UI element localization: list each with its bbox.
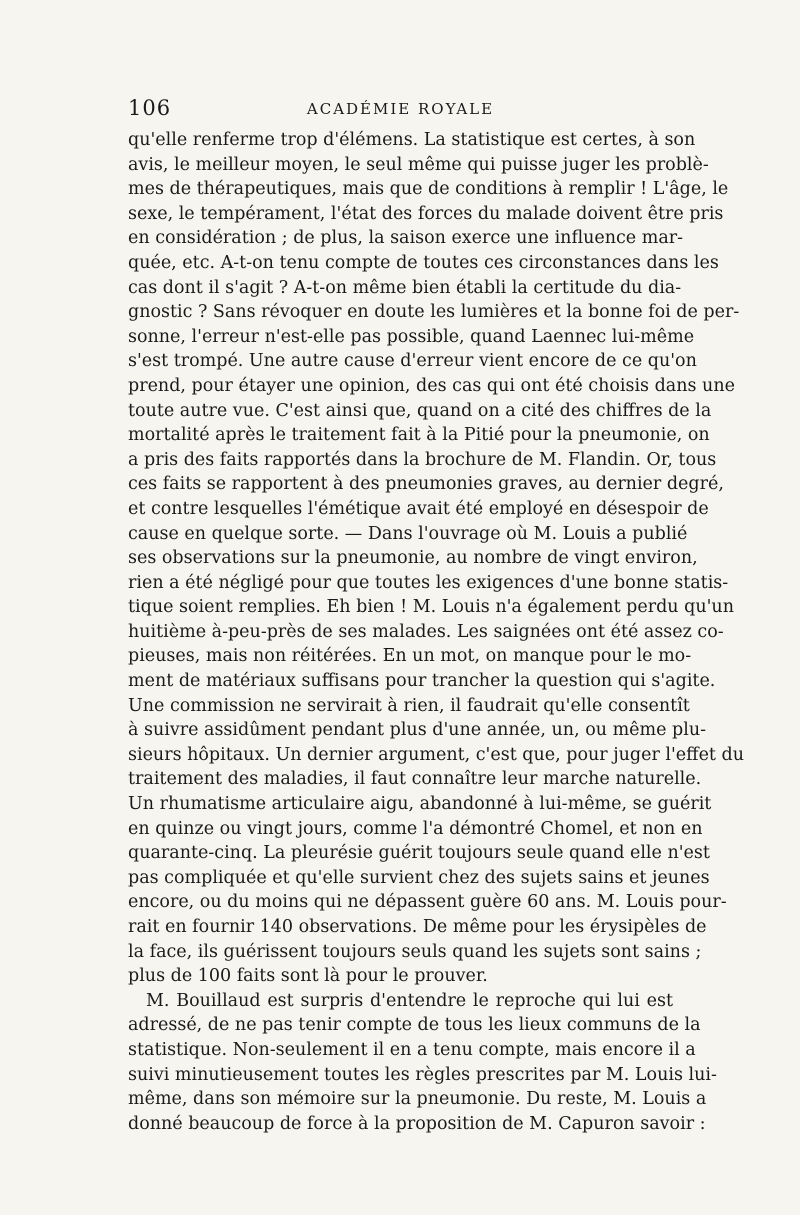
text-line: mortalité après le traitement fait à la Pitié pour la pneumonie, on [128, 425, 710, 446]
text-line: en considération ; de plus, la saison exerce une influence mar- [128, 228, 684, 249]
text-line: plus de 100 faits sont là pour le prouver. [128, 966, 488, 987]
running-title: ACADÉMIE ROYALE [306, 100, 495, 118]
text-line: rait en fournir 140 observations. De même pour les érysipèles de [128, 917, 707, 937]
text-line: pas compliquée et qu'elle survient chez des sujets sains et jeunes [128, 867, 710, 888]
text-line: donné beaucoup de force à la proposition de M. Capuron savoir : [128, 1113, 706, 1134]
text-line: et contre lesquelles l'émétique avait été employé en désespoir de [128, 498, 709, 519]
text-line: qu'elle renferme trop d'élémens. La statistique est certes, à son [128, 130, 696, 150]
text-line: encore, ou du moins qui ne dépassent guère 60 ans. M. Louis pour- [128, 892, 727, 913]
paragraph [128, 128, 745, 989]
text-line: rien a été négligé pour que toutes les exigences d'une bonne statis- [128, 572, 729, 593]
text-line: ment de matériaux suffisans pour trancher la question qui s'agite. [128, 671, 716, 692]
text-line: gnostic ? Sans révoquer en doute les lumières et la bonne foi de per- [128, 302, 740, 323]
text-line: sonne, l'erreur n'est-elle pas possible, quand Laennec lui-même [128, 326, 695, 347]
text-line: statistique. Non-seulement il en a tenu compte, mais encore il a [128, 1039, 696, 1060]
text-line: même, dans son mémoire sur la pneumonie. Du reste, M. Louis a [128, 1089, 707, 1110]
text-line: mes de thérapeutiques, mais que de conditions à remplir ! L'âge, le [128, 179, 729, 200]
text-line: à suivre assidûment pendant plus d'une année, un, ou même plu- [128, 720, 707, 741]
text-line: la face, ils guérissent toujours seuls quand les sujets sont sains ; [128, 941, 702, 962]
text-line: avis, le meilleur moyen, le seul même qui puisse juger les problè- [128, 154, 709, 175]
text-line: sieurs hôpitaux. Un dernier argument, c'est que, pour juger l'effet du [128, 744, 745, 765]
text-line: en quinze ou vingt jours, comme l'a démontré Chomel, et non en [128, 818, 703, 839]
text-line: huitième à-peu-près de ses malades. Les saignées ont été assez co- [128, 621, 724, 642]
text-line: traitement des maladies, il faut connaître leur marche naturelle. [128, 769, 702, 790]
text-line: ces faits se rapportent à des pneumonies graves, au dernier degré, [128, 474, 724, 495]
text-line: ses observations sur la pneumonie, au nombre de vingt environ, [128, 548, 698, 569]
text-line: suivi minutieusement toutes les règles prescrites par M. Louis lui- [128, 1064, 717, 1085]
text-line: quée, etc. A-t-on tenu compte de toutes ces circonstances dans les [128, 252, 719, 273]
page-header [128, 96, 673, 126]
text-line: prend, pour étayer une opinion, des cas qui ont été choisis dans une [128, 375, 735, 396]
text-line: tique soient remplies. Eh bien ! M. Louis n'a également perdu qu'un [128, 597, 734, 618]
text-line: s'est trompé. Une autre cause d'erreur vient encore de ce qu'on [128, 351, 697, 372]
text-line: sexe, le tempérament, l'état des forces du malade doivent être pris [128, 203, 724, 224]
page-number: 106 [128, 96, 172, 120]
text-line: quarante-cinq. La pleurésie guérit toujours seule quand elle n'est [128, 843, 710, 864]
text-line: M. Bouillaud est surpris d'entendre le reproche qui lui est [146, 990, 673, 1011]
text-line: toute autre vue. C'est ainsi que, quand on a cité des chiffres de la [128, 400, 712, 421]
text-line: Un rhumatisme articulaire aigu, abandonné à lui-même, se guérit [128, 794, 712, 815]
paragraph [128, 989, 717, 1137]
text-line: pieuses, mais non réitérées. En un mot, on manque pour le mo- [128, 646, 692, 667]
text-line: a pris des faits rapportés dans la brochure de M. Flandin. Or, tous [128, 449, 717, 470]
text-line: cause en quelque sorte. — Dans l'ouvrage où M. Louis a publié [128, 523, 688, 544]
text-line: adressé, de ne pas tenir compte de tous les lieux communs de la [128, 1015, 701, 1036]
text-line: cas dont il s'agit ? A-t-on même bien établi la certitude du dia- [128, 277, 682, 298]
text-line: Une commission ne servirait à rien, il faudrait qu'elle consentît [128, 695, 690, 716]
body-text [128, 128, 745, 1136]
